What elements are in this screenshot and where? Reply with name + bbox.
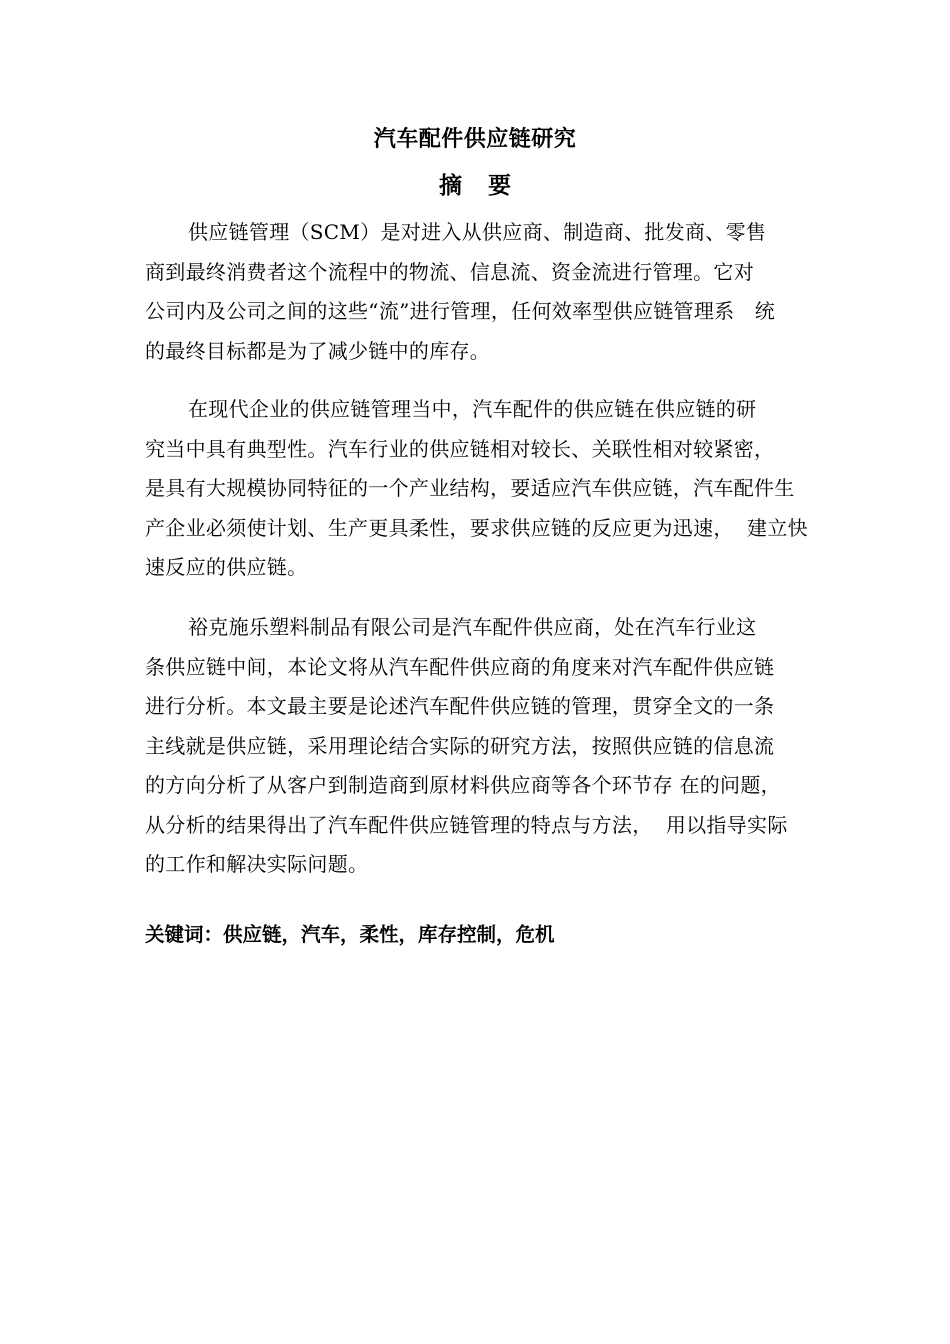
paragraph-line: 裕克施乐塑料制品有限公司是汽车配件供应商，处在汽车行业这: [188, 615, 757, 639]
document-title: 汽车配件供应链研究: [373, 127, 577, 152]
paragraph-line: 的方向分析了从客户到制造商到原材料供应商等各个环节存 在的问题，: [145, 773, 781, 797]
paragraph-line: 究当中具有典型性。汽车行业的供应链相对较长、关联性相对较紧密，: [145, 436, 775, 461]
abstract-paragraph-2: [145, 390, 815, 588]
paragraph-line: 从分析的结果得出了汽车配件供应链管理的特点与方法， 用以指导实际: [145, 812, 788, 837]
paragraph-line: 进行分析。本文最主要是论述汽车配件供应链的管理，贯穿全文的一条: [145, 694, 775, 718]
paragraph-line: 的最终目标都是为了减少链中的库存。: [145, 338, 491, 363]
paragraph-line: 条供应链中间，本论文将从汽车配件供应商的角度来对汽车配件供应链: [145, 654, 775, 679]
abstract-heading: [0, 169, 950, 203]
paragraph-line: 是具有大规模协同特征的一个产业结构，要适应汽车供应链，汽车配件生: [145, 476, 795, 500]
keywords-line: 关键词：供应链，汽车，柔性，库存控制，危机: [145, 923, 555, 946]
paragraph-line: 公司内及公司之间的这些“流”进行管理，任何效率型供应链管理系 统: [145, 299, 776, 323]
paragraph-line: 主线就是供应链，采用理论结合实际的研究方法，按照供应链的信息流: [145, 733, 775, 758]
paragraph-line: 商到最终消费者这个流程中的物流、信息流、资金流进行管理。它对: [145, 259, 754, 284]
paragraph-line: 的工作和解决实际问题。: [145, 852, 369, 876]
abstract-paragraph-3: [145, 608, 815, 885]
abstract-heading-char-2: 要: [488, 173, 511, 199]
paragraph-line: 在现代企业的供应链管理当中，汽车配件的供应链在供应链的研: [188, 397, 757, 421]
paragraph-line: 速反应的供应链。: [145, 555, 308, 579]
paragraph-line: 产企业必须使计划、生产更具柔性，要求供应链的反应更为迅速， 建立快: [145, 515, 808, 540]
abstract-paragraph-1: [145, 213, 815, 371]
paragraph-line: 供应链管理（SCM）是对进入从供应商、制造商、批发商、零售: [188, 220, 767, 244]
abstract-heading-char-1: 摘: [439, 173, 462, 199]
